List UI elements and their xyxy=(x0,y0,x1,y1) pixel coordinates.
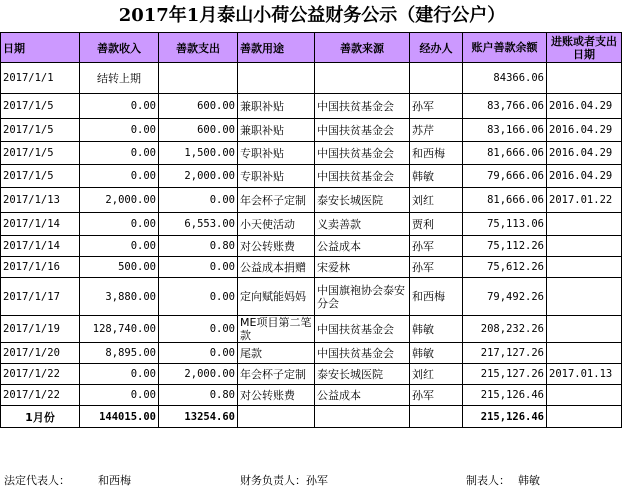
cell-balance[interactable]: 217,127.26 xyxy=(463,343,547,364)
signature-footer xyxy=(0,470,624,492)
cell-source[interactable]: 义卖善款 xyxy=(315,213,410,236)
cell-balance[interactable]: 75,612.26 xyxy=(463,257,547,278)
table-row xyxy=(1,236,622,257)
total-label[interactable]: 1月份 xyxy=(1,406,80,428)
cell-balance[interactable]: 83,766.06 xyxy=(463,94,547,119)
cell-expense[interactable]: 2,000.00 xyxy=(159,364,238,385)
cell-txdate[interactable] xyxy=(547,213,622,236)
finance-name: 孙军 xyxy=(306,474,328,487)
header-txdate[interactable]: 进账或者支出日期 xyxy=(547,33,622,63)
cell-income[interactable]: 0.00 xyxy=(80,364,159,385)
table-row xyxy=(1,188,622,213)
cell-txdate[interactable] xyxy=(547,257,622,278)
table-row xyxy=(1,278,622,316)
header-date[interactable]: 日期 xyxy=(1,33,80,63)
cell-txdate[interactable]: 2016.04.29 xyxy=(547,94,622,119)
cell-balance[interactable]: 84366.06 xyxy=(463,63,547,94)
total-empty-txdate[interactable] xyxy=(547,406,622,428)
cell-handler[interactable]: 刘红 xyxy=(410,364,463,385)
cell-purpose[interactable]: 专职补贴 xyxy=(238,165,315,188)
cell-expense[interactable]: 0.00 xyxy=(159,343,238,364)
cell-income[interactable]: 0.00 xyxy=(80,142,159,165)
cell-date[interactable]: 2017/1/16 xyxy=(1,257,80,278)
cell-source[interactable]: 中国扶贫基金会 xyxy=(315,165,410,188)
table-row xyxy=(1,142,622,165)
total-balance[interactable]: 215,126.46 xyxy=(463,406,547,428)
cell-handler[interactable]: 贾利 xyxy=(410,213,463,236)
table-row xyxy=(1,165,622,188)
cell-income[interactable]: 128,740.00 xyxy=(80,316,159,343)
cell-date[interactable]: 2017/1/5 xyxy=(1,94,80,119)
cell-txdate[interactable]: 2016.04.29 xyxy=(547,165,622,188)
cell-txdate[interactable]: 2017.01.13 xyxy=(547,364,622,385)
cell-date[interactable]: 2017/1/22 xyxy=(1,364,80,385)
cell-income[interactable]: 结转上期 xyxy=(80,63,159,94)
table-row xyxy=(1,385,622,406)
table-row xyxy=(1,364,622,385)
header-income[interactable]: 善款收入 xyxy=(80,33,159,63)
cell-source[interactable]: 中国扶贫基金会 xyxy=(315,142,410,165)
cell-expense[interactable]: 0.00 xyxy=(159,316,238,343)
cell-handler[interactable]: 孙军 xyxy=(410,236,463,257)
cell-handler[interactable]: 孙军 xyxy=(410,385,463,406)
cell-date[interactable]: 2017/1/22 xyxy=(1,385,80,406)
legal-rep-label: 法定代表人： xyxy=(4,474,70,487)
cell-purpose[interactable]: 兼职补贴 xyxy=(238,94,315,119)
sheet-title: 2017年1月泰山小荷公益财务公示（建行公户） xyxy=(118,5,506,26)
cell-balance[interactable]: 79,492.26 xyxy=(463,278,547,316)
cell-income[interactable]: 2,000.00 xyxy=(80,188,159,213)
cell-purpose[interactable]: 小天使活动 xyxy=(238,213,315,236)
cell-expense[interactable]: 0.00 xyxy=(159,278,238,316)
cell-txdate[interactable] xyxy=(547,316,622,343)
cell-txdate[interactable] xyxy=(547,385,622,406)
cell-source[interactable]: 宋爱林 xyxy=(315,257,410,278)
cell-handler[interactable]: 和西梅 xyxy=(410,278,463,316)
header-row xyxy=(1,33,622,63)
cell-balance[interactable]: 75,112.26 xyxy=(463,236,547,257)
cell-balance[interactable]: 215,127.26 xyxy=(463,364,547,385)
cell-expense[interactable]: 6,553.00 xyxy=(159,213,238,236)
header-handler[interactable]: 经办人 xyxy=(410,33,463,63)
cell-date[interactable]: 2017/1/14 xyxy=(1,213,80,236)
cell-source[interactable]: 中国扶贫基金会 xyxy=(315,316,410,343)
cell-expense[interactable]: 1,500.00 xyxy=(159,142,238,165)
cell-purpose[interactable]: 对公转账费 xyxy=(238,236,315,257)
cell-balance[interactable]: 83,166.06 xyxy=(463,119,547,142)
cell-income[interactable]: 0.00 xyxy=(80,119,159,142)
cell-handler[interactable]: 苏芹 xyxy=(410,119,463,142)
cell-source[interactable]: 中国扶贫基金会 xyxy=(315,343,410,364)
header-balance[interactable]: 账户善款余额 xyxy=(463,33,547,63)
cell-expense[interactable]: 0.00 xyxy=(159,257,238,278)
cell-expense[interactable]: 2,000.00 xyxy=(159,165,238,188)
total-income[interactable]: 144015.00 xyxy=(80,406,159,428)
cell-date[interactable]: 2017/1/17 xyxy=(1,278,80,316)
cell-purpose[interactable]: 年会杯子定制 xyxy=(238,188,315,213)
cell-source[interactable]: 公益成本 xyxy=(315,385,410,406)
table-row xyxy=(1,316,622,343)
cell-balance[interactable]: 81,666.06 xyxy=(463,142,547,165)
table-row xyxy=(1,119,622,142)
cell-txdate[interactable] xyxy=(547,63,622,94)
cell-date[interactable]: 2017/1/13 xyxy=(1,188,80,213)
maker-name: 韩敏 xyxy=(518,474,540,487)
cell-purpose[interactable]: 对公转账费 xyxy=(238,385,315,406)
cell-expense[interactable]: 0.80 xyxy=(159,236,238,257)
cell-income[interactable]: 0.00 xyxy=(80,165,159,188)
cell-source[interactable]: 泰安长城医院 xyxy=(315,188,410,213)
cell-purpose[interactable]: 兼职补贴 xyxy=(238,119,315,142)
table-row xyxy=(1,257,622,278)
cell-purpose[interactable]: 公益成本捐赠 xyxy=(238,257,315,278)
cell-income[interactable]: 8,895.00 xyxy=(80,343,159,364)
cell-txdate[interactable] xyxy=(547,343,622,364)
cell-expense[interactable]: 600.00 xyxy=(159,94,238,119)
cell-expense[interactable]: 600.00 xyxy=(159,119,238,142)
cell-expense[interactable]: 0.00 xyxy=(159,188,238,213)
cell-balance[interactable]: 75,113.06 xyxy=(463,213,547,236)
cell-purpose[interactable]: 定向赋能妈妈 xyxy=(238,278,315,316)
legal-rep-name: 和西梅 xyxy=(98,474,131,487)
table-row xyxy=(1,94,622,119)
cell-balance[interactable]: 208,232.26 xyxy=(463,316,547,343)
finance-label: 财务负责人： xyxy=(240,474,306,487)
cell-handler[interactable] xyxy=(410,63,463,94)
cell-source[interactable]: 中国扶贫基金会 xyxy=(315,94,410,119)
table-row xyxy=(1,213,622,236)
cell-balance[interactable]: 79,666.06 xyxy=(463,165,547,188)
cell-income[interactable]: 3,880.00 xyxy=(80,278,159,316)
cell-purpose[interactable] xyxy=(238,63,315,94)
cell-handler[interactable]: 韩敏 xyxy=(410,343,463,364)
cell-income[interactable]: 500.00 xyxy=(80,257,159,278)
cell-handler[interactable]: 韩敏 xyxy=(410,316,463,343)
header-source[interactable]: 善款来源 xyxy=(315,33,410,63)
cell-date[interactable]: 2017/1/5 xyxy=(1,165,80,188)
table-body xyxy=(1,63,622,406)
cell-income[interactable]: 0.00 xyxy=(80,385,159,406)
cell-txdate[interactable]: 2016.04.29 xyxy=(547,142,622,165)
cell-purpose[interactable]: 年会杯子定制 xyxy=(238,364,315,385)
cell-date[interactable]: 2017/1/19 xyxy=(1,316,80,343)
cell-income[interactable]: 0.00 xyxy=(80,236,159,257)
table-row xyxy=(1,63,622,94)
cell-date[interactable]: 2017/1/14 xyxy=(1,236,80,257)
maker-label: 制表人： xyxy=(466,474,510,487)
cell-handler[interactable]: 刘红 xyxy=(410,188,463,213)
cell-source[interactable]: 泰安长城医院 xyxy=(315,364,410,385)
cell-income[interactable]: 0.00 xyxy=(80,94,159,119)
cell-txdate[interactable] xyxy=(547,236,622,257)
header-purpose[interactable]: 善款用途 xyxy=(238,33,315,63)
cell-txdate[interactable]: 2016.04.29 xyxy=(547,119,622,142)
cell-handler[interactable]: 和西梅 xyxy=(410,142,463,165)
cell-txdate[interactable] xyxy=(547,278,622,316)
cell-handler[interactable]: 孙军 xyxy=(410,94,463,119)
cell-txdate[interactable]: 2017.01.22 xyxy=(547,188,622,213)
cell-date[interactable]: 2017/1/5 xyxy=(1,142,80,165)
cell-expense[interactable]: 0.80 xyxy=(159,385,238,406)
total-empty-source[interactable] xyxy=(315,406,410,428)
cell-date[interactable]: 2017/1/5 xyxy=(1,119,80,142)
cell-handler[interactable]: 韩敏 xyxy=(410,165,463,188)
cell-source[interactable]: 中国扶贫基金会 xyxy=(315,119,410,142)
header-expense[interactable]: 善款支出 xyxy=(159,33,238,63)
cell-purpose[interactable]: 尾款 xyxy=(238,343,315,364)
cell-date[interactable]: 2017/1/20 xyxy=(1,343,80,364)
cell-purpose[interactable]: ME项目第二笔款 xyxy=(238,316,315,343)
cell-balance[interactable]: 81,666.06 xyxy=(463,188,547,213)
total-empty-handler[interactable] xyxy=(410,406,463,428)
cell-source[interactable]: 中国旗袍协会泰安分会 xyxy=(315,278,410,316)
cell-purpose[interactable]: 专职补贴 xyxy=(238,142,315,165)
cell-expense[interactable] xyxy=(159,63,238,94)
cell-balance[interactable]: 215,126.46 xyxy=(463,385,547,406)
total-row xyxy=(1,406,622,428)
total-empty-purpose[interactable] xyxy=(238,406,315,428)
table-row xyxy=(1,343,622,364)
finance-table xyxy=(0,32,622,428)
cell-handler[interactable]: 孙军 xyxy=(410,257,463,278)
total-expense[interactable]: 13254.60 xyxy=(159,406,238,428)
cell-date[interactable]: 2017/1/1 xyxy=(1,63,80,94)
cell-source[interactable]: 公益成本 xyxy=(315,236,410,257)
cell-income[interactable]: 0.00 xyxy=(80,213,159,236)
cell-source[interactable] xyxy=(315,63,410,94)
